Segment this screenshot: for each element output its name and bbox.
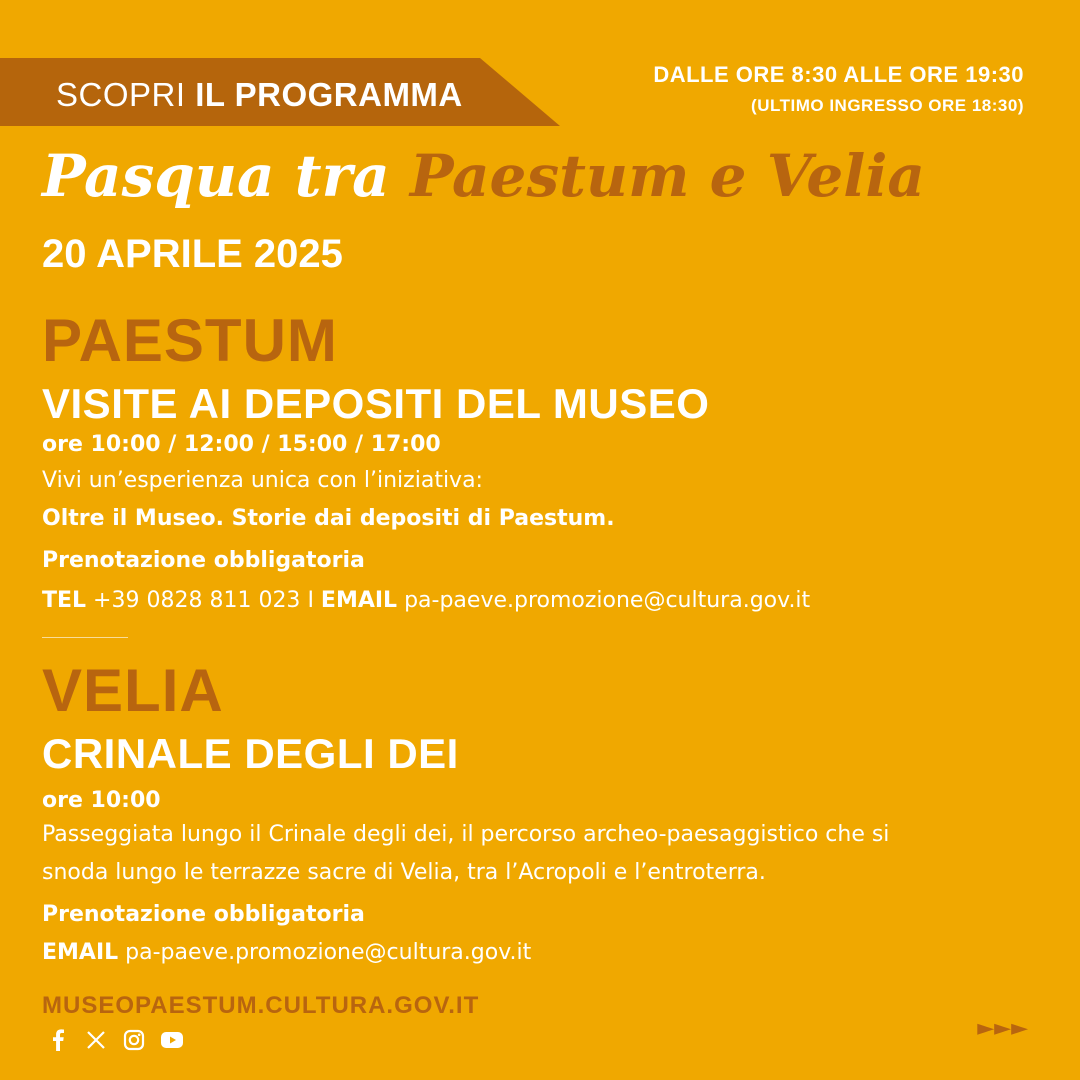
velia-contacts — [42, 940, 531, 965]
hours-main: DALLE ORE 8:30 ALLE ORE 19:30 — [653, 62, 1024, 87]
instagram-icon[interactable] — [122, 1028, 146, 1052]
tel-number[interactable]: +39 0828 811 023 — [86, 588, 308, 613]
paestum-desc-1: Vivi un’esperienza unica con l’iniziativa: — [42, 468, 483, 493]
facebook-icon[interactable] — [46, 1028, 70, 1052]
email-label: EMAIL — [320, 588, 398, 613]
section-divider — [42, 637, 128, 638]
velia-desc-2: snoda lungo le terrazze sacre di Velia, tra l’Acropoli e l’entroterra. — [42, 860, 766, 885]
contact-separator: I — [307, 588, 321, 613]
website-link[interactable]: MUSEOPAESTUM.CULTURA.GOV.IT — [42, 992, 480, 1019]
x-icon[interactable] — [84, 1028, 108, 1052]
hours-note: (ULTIMO INGRESSO ORE 18:30) — [751, 96, 1024, 115]
email-label: EMAIL — [42, 940, 119, 965]
banner-emph: IL PROGRAMMA — [195, 76, 463, 113]
next-arrows[interactable] — [977, 1018, 1028, 1040]
page-title — [42, 142, 925, 210]
title-part1: Pasqua tra — [42, 142, 410, 210]
social-links — [46, 1028, 184, 1052]
email-address[interactable]: pa-paeve.promozione@cultura.gov.it — [118, 940, 532, 965]
paestum-event-title: VISITE AI DEPOSITI DEL MUSEO — [42, 380, 710, 427]
velia-desc-1: Passeggiata lungo il Crinale degli dei, il percorso archeo-paesaggistico che si — [42, 822, 890, 847]
next-arrows-label: ►►► — [977, 1016, 1028, 1041]
banner-text — [56, 76, 463, 114]
tel-label: TEL — [42, 588, 87, 613]
paestum-desc-2: Oltre il Museo. Storie dai depositi di Paestum. — [42, 506, 615, 531]
title-part2: Paestum e Velia — [409, 142, 925, 210]
email-address[interactable]: pa-paeve.promozione@cultura.gov.it — [397, 588, 811, 613]
youtube-icon[interactable] — [160, 1028, 184, 1052]
paestum-booking: Prenotazione obbligatoria — [42, 548, 365, 573]
paestum-times: ore 10:00 / 12:00 / 15:00 / 17:00 — [42, 432, 441, 457]
paestum-heading: PAESTUM — [42, 307, 338, 374]
opening-hours — [653, 62, 1024, 116]
velia-times: ore 10:00 — [42, 788, 161, 813]
velia-heading: VELIA — [42, 657, 224, 724]
event-date: 20 APRILE 2025 — [42, 232, 343, 276]
velia-event-title: CRINALE DEGLI DEI — [42, 730, 459, 777]
paestum-contacts — [42, 588, 810, 613]
banner-prefix: SCOPRI — [56, 76, 196, 113]
velia-booking: Prenotazione obbligatoria — [42, 902, 365, 927]
